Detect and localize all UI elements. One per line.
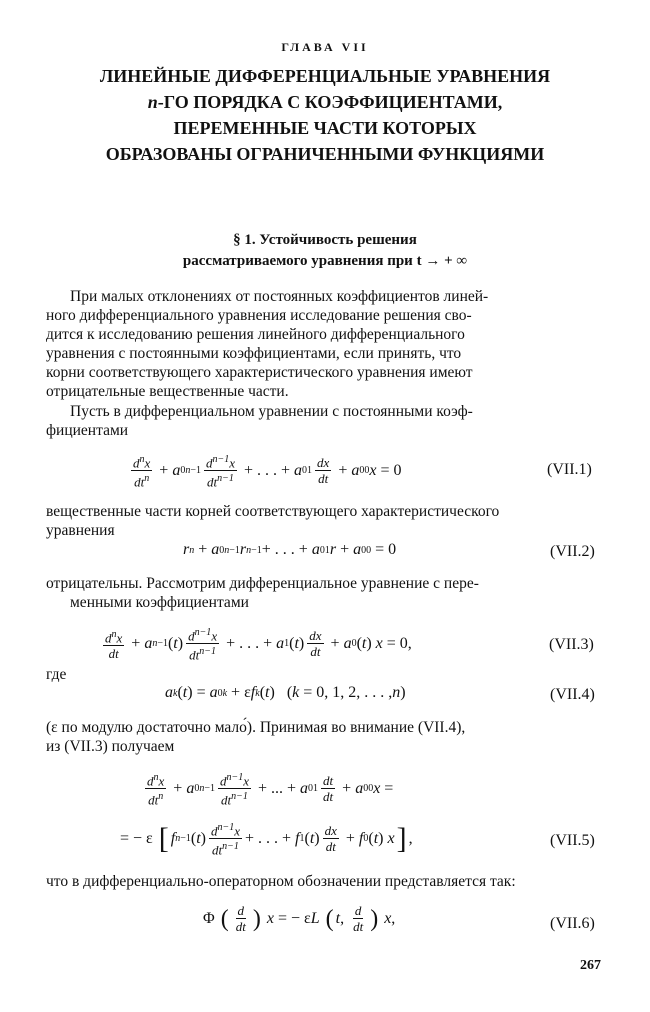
title-n: n — [147, 92, 158, 112]
section-line-1: § 1. Устойчивость решения — [233, 232, 417, 248]
equation-vii-5-line-1: $\frac{d^nx}{dt^n}$ + a 0 n−1 $\frac{d^{n-1}x}{dt^{n-1}}$ + ... + a 0 1 $\frac{dt}{dt}$ + a 0 0 x = — [147, 772, 394, 808]
text-line: уравнения — [46, 522, 115, 539]
title-line-3: ПЕРЕМЕННЫЕ ЧАСТИ КОТОРЫХ — [173, 118, 477, 138]
text-line: уравнения с постоянными коэффициентами, если принять, что — [46, 345, 462, 362]
title-line-2-text: -ГО ПОРЯДКА С КОЭФФИЦИЕНТАМИ, — [157, 92, 503, 112]
text-line: ного дифференциального уравнения исследование решения сво- — [46, 307, 472, 324]
text-line: где — [46, 666, 67, 683]
text-line: из (VII.3) получаем — [46, 738, 175, 755]
text-line: Пусть в дифференциальном уравнении с постоянными коэф- — [70, 403, 473, 420]
equation-vii-3: $\frac{d^nx}{dt}$ + a n−1 ( t ) $\frac{d^{n-1}x}{dt^{n-1}}$ + . . . + a 1 ( t ) $\frac{dx}{dt}$ + a 0 ( t ) x = 0, — [105, 627, 412, 663]
text-line: отрицательные вещественные части. — [46, 383, 289, 400]
equation-vii-2: r n + a 0 n−1 r n−1 + . . . + a 0 1 r + a 0 0 = 0 — [183, 541, 397, 558]
title-line-1: ЛИНЕЙНЫЕ ДИФФЕРЕНЦИАЛЬНЫЕ УРАВНЕНИЯ — [99, 66, 551, 86]
text-line: отрицательны. Рассмотрим дифференциальное уравнение с пере- — [46, 575, 479, 592]
chapter-heading: ГЛАВА VII — [281, 40, 369, 54]
equation-number: (VII.4) — [550, 686, 595, 703]
equation-vii-1: $\frac{d^nx}{dt^n}$ + a 0 n−1 $\frac{d^{n-1}x}{dt^{n-1}}$ + . . . + a 0 1 $\frac{dx}{dt}$ + a 0 0 x = 0 — [133, 454, 402, 490]
section-line-2: рассматриваемого уравнения при t → + ∞ — [182, 253, 468, 269]
equation-vii-5-line-2: = − ε [ f n−1 ( t ) $\frac{d^{n-1}x}{dt^{n-1}}$ + . . . + f 1 ( t ) $\frac{dx}{dt}$ + f 0 ( t ) x ] , — [120, 821, 413, 858]
text-line: При малых отклонениях от постоянных коэффициентов линей- — [70, 288, 489, 305]
text-line: фициентами — [46, 422, 129, 439]
equation-vii-6: Φ ( $\frac{d}{dt}$ ) x = − ε L ( t , $\frac{d}{dt}$ ) x , — [203, 903, 396, 934]
text-line: вещественные части корней соответствующего характеристического — [46, 503, 500, 520]
equation-number: (VII.6) — [550, 915, 595, 932]
text-line: (ε по модулю достаточно мало́). Принимая во внимание (VII.4), — [46, 719, 466, 736]
page-number: 267 — [580, 958, 601, 973]
text-line: что в дифференциально-операторном обозначении представляется так: — [46, 873, 516, 890]
equation-number: (VII.2) — [550, 543, 595, 560]
text-line: менными коэффициентами — [70, 594, 249, 611]
equation-vii-4: a k ( t ) = a 0 k + ε f k ( t ) ( k = 0, 1, 2, . . . , n ) — [165, 684, 406, 701]
title-line-2 — [0, 92, 650, 113]
text-line: корни соответствующего характеристического уравнения имеют — [46, 364, 473, 381]
equation-number: (VII.5) — [550, 832, 595, 849]
text-line: дится к исследованию решения линейного дифференциального — [46, 326, 465, 343]
equation-number: (VII.3) — [549, 636, 594, 653]
equation-number: (VII.1) — [547, 461, 592, 478]
title-line-4: ОБРАЗОВАНЫ ОГРАНИЧЕННЫМИ ФУНКЦИЯМИ — [105, 144, 545, 164]
